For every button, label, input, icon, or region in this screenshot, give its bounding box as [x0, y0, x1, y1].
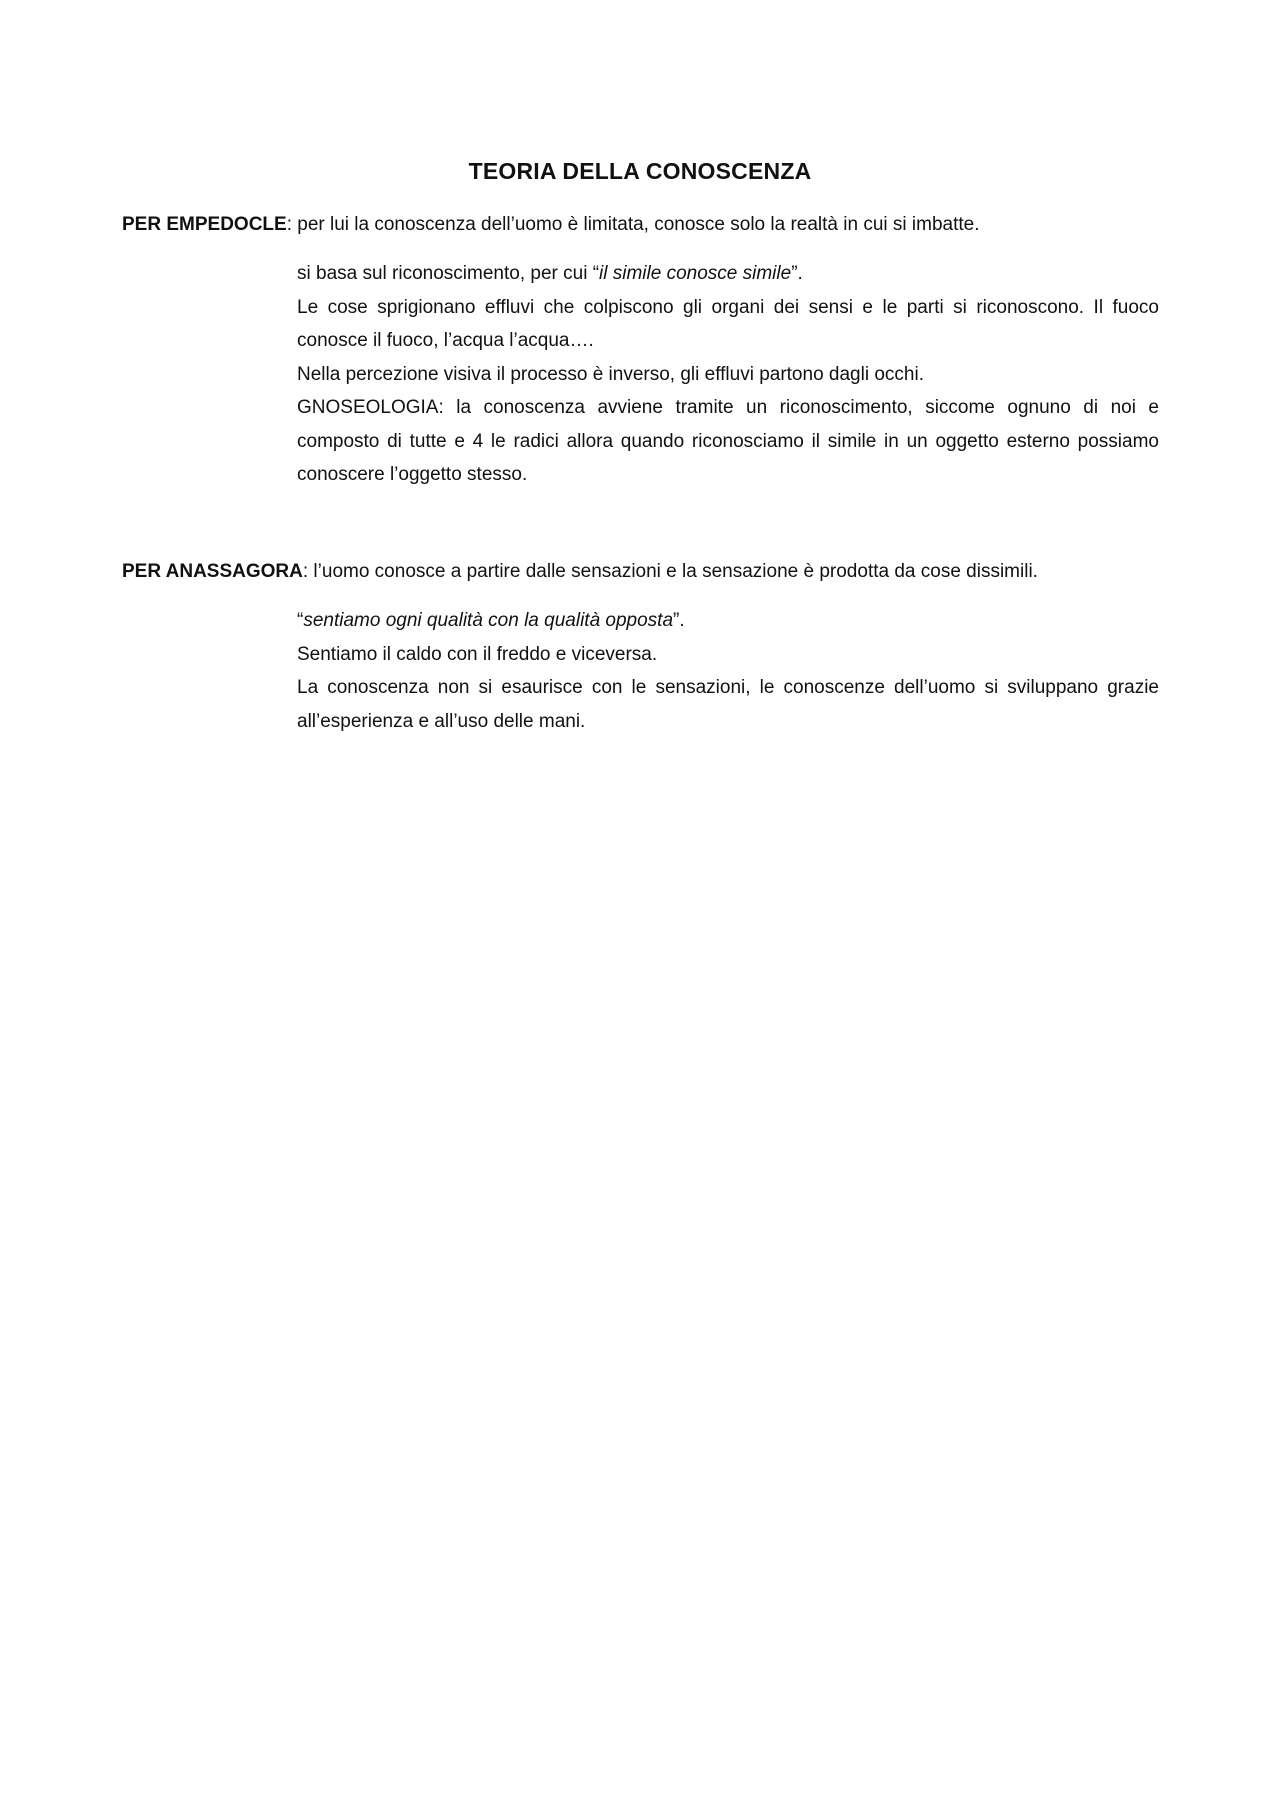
empedocle-paragraph-effluvi: Le cose sprigionano effluvi che colpiscono gli organi dei sensi e le parti si riconoscono. Il fuoco conosce il fuoco, l’acqua l’acqua…. [297, 296, 1159, 351]
page-title: TEORIA DELLA CONOSCENZA [468, 158, 812, 184]
empedocle-quote-close: ”. [791, 263, 803, 284]
anassagora-quote-close: ”. [673, 610, 685, 631]
empedocle-quote-open: si basa sul riconoscimento, per cui “ [297, 263, 600, 284]
empedocle-quote-text: il simile conosce simile [599, 263, 792, 284]
empedocle-intro-text: : per lui la conoscenza dell’uomo è limitata, conosce solo la realtà in cui si imbatte. [286, 214, 980, 235]
empedocle-paragraph-percezione: Nella percezione visiva il processo è inverso, gli effluvi partono dagli occhi. [297, 363, 924, 385]
anassagora-intro-text: : l’uomo conosce a partire dalle sensazioni e la sensazione è prodotta da cose dissimili. [302, 561, 1038, 582]
empedocle-label: PER EMPEDOCLE [122, 214, 287, 235]
anassagora-paragraph-esperienza: La conoscenza non si esaurisce con le sensazioni, le conoscenze dell’uomo si sviluppano grazie all’esperienza e all’uso delle mani. [297, 677, 1159, 732]
empedocle-paragraph-gnoseologia: GNOSEOLOGIA: la conoscenza avviene tramite un riconoscimento, siccome ognuno di noi e composto di tutte e 4 le radici allora quando riconosciamo il simile in un oggetto esterno possiamo conoscere l’oggetto stesso. [297, 397, 1159, 485]
anassagora-intro [122, 557, 1182, 587]
empedocle-quote-line [297, 257, 1159, 291]
anassagora-quote-line [297, 604, 1159, 638]
anassagora-quote-open: “ [297, 610, 304, 631]
anassagora-paragraph-caldo: Sentiamo il caldo con il freddo e viceversa. [297, 643, 658, 665]
anassagora-details [297, 604, 1159, 738]
empedocle-details [297, 257, 1159, 492]
anassagora-label: PER ANASSAGORA [122, 561, 303, 582]
empedocle-intro [122, 210, 1182, 240]
anassagora-quote-text: sentiamo ogni qualità con la qualità opposta [303, 610, 674, 631]
